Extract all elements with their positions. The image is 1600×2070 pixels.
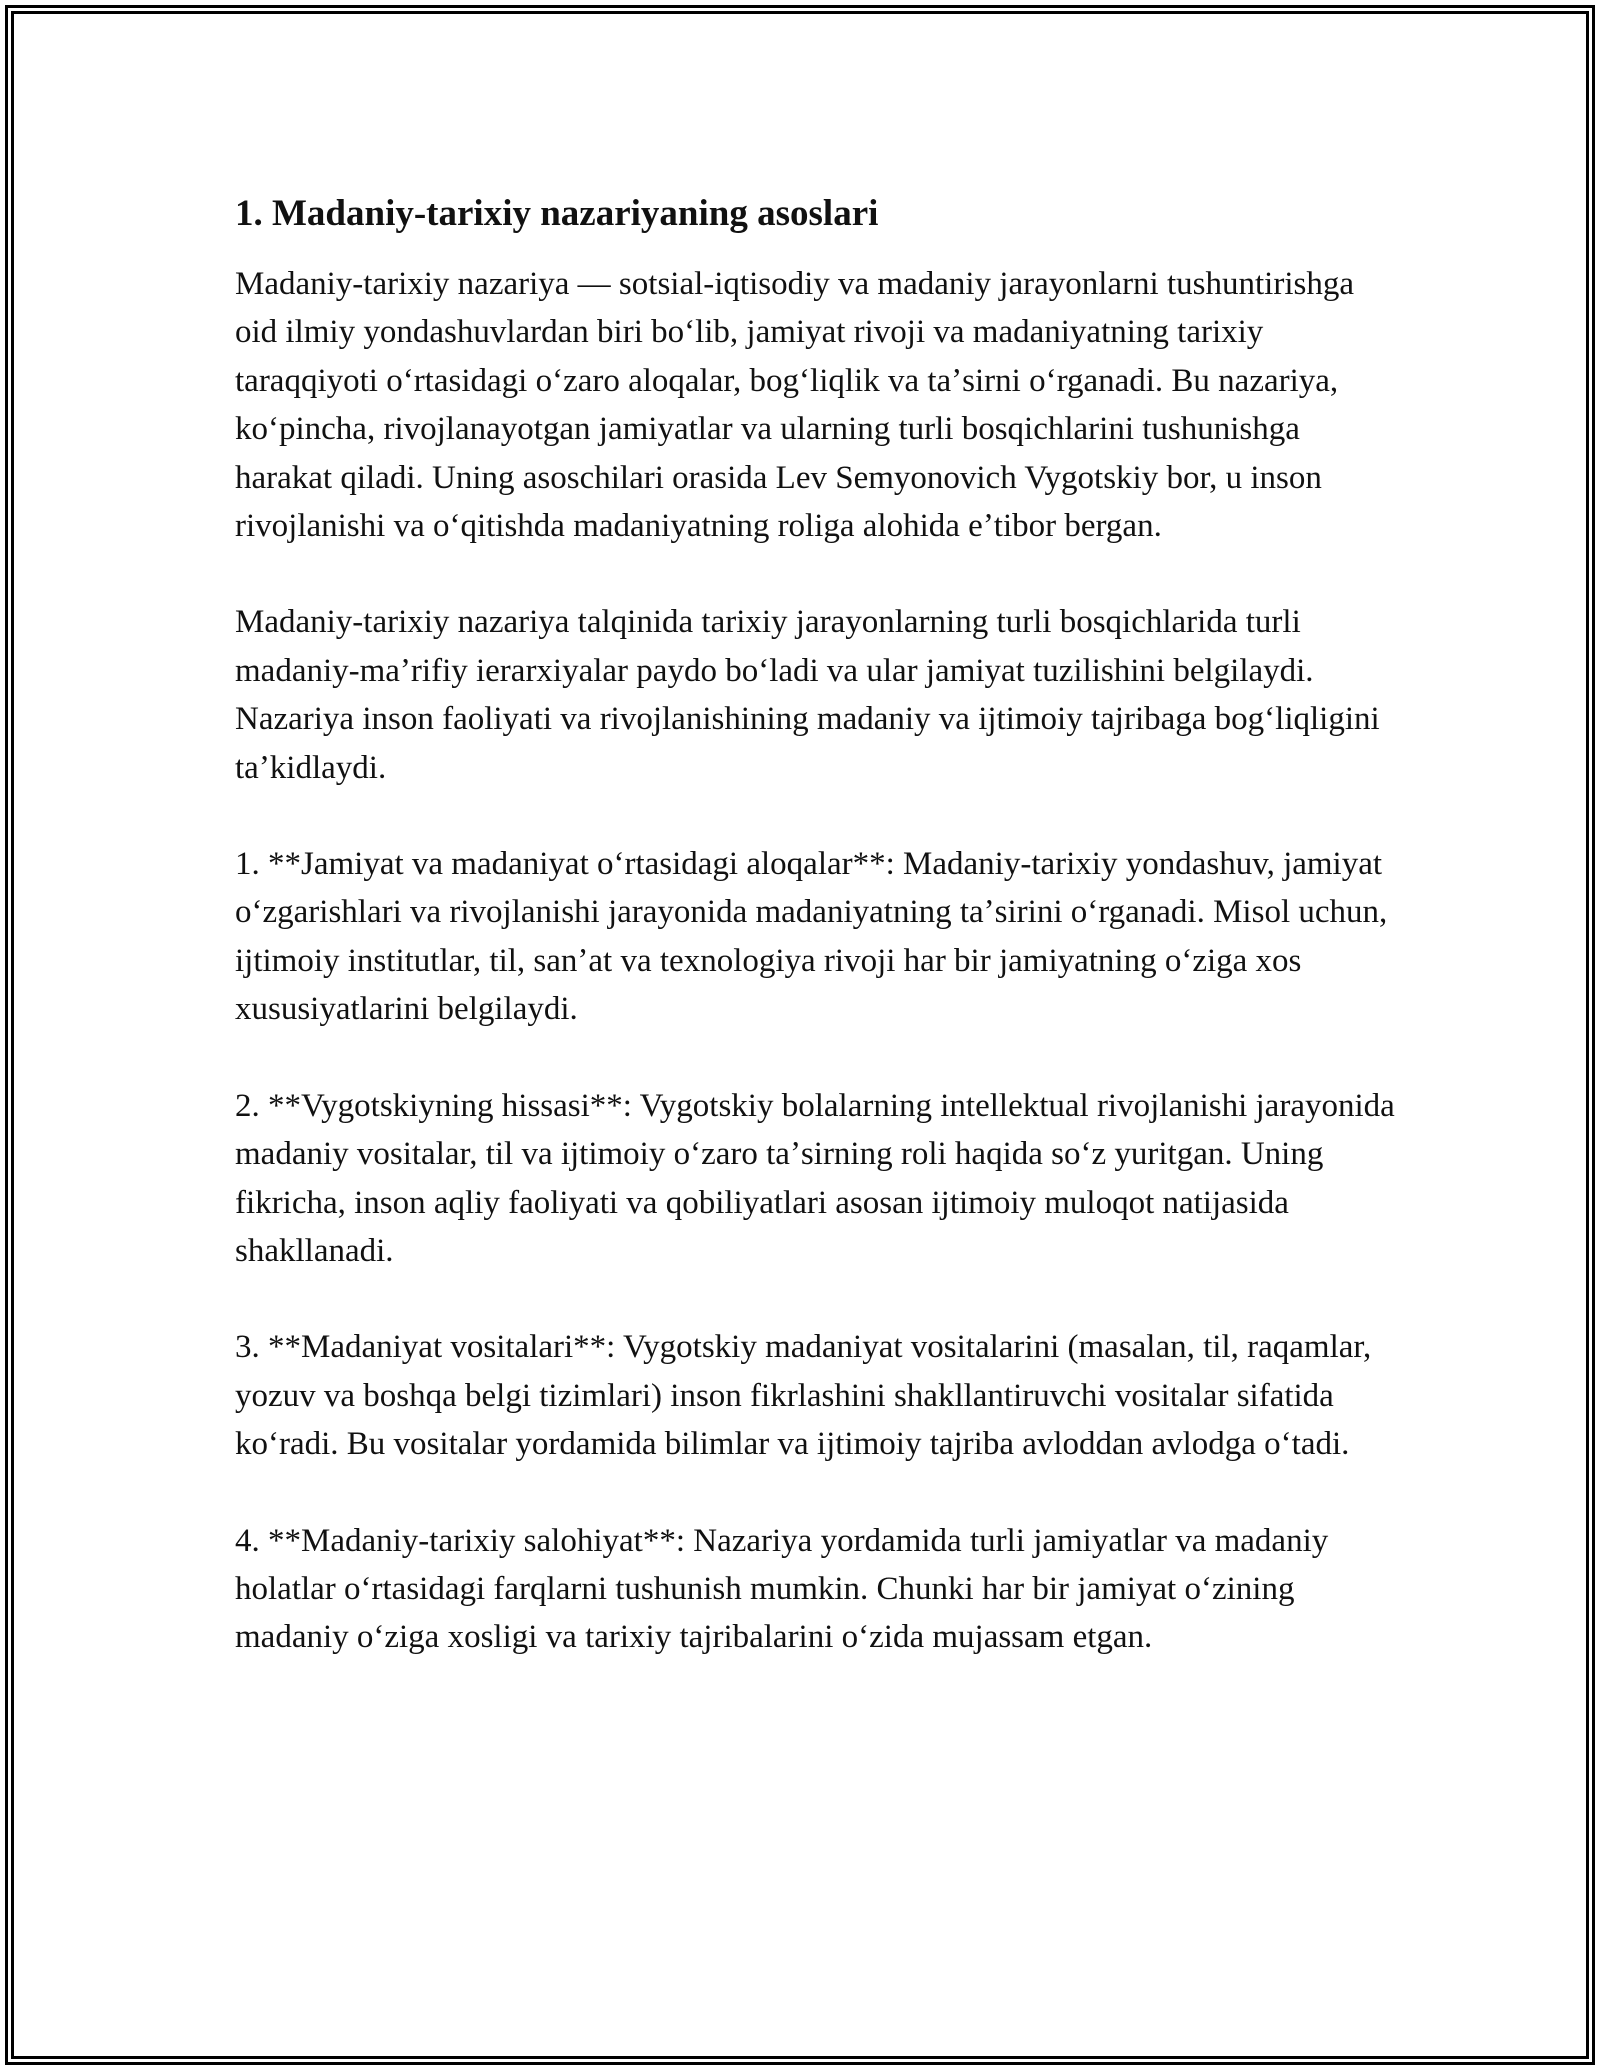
paragraph-intro: Madaniy-tarixiy nazariya — sotsial-iqtisodiy va madaniy jarayonlarni tushuntirishga oid ilmiy yondashuvlardan biri boʻlib, jamiyat rivoji va madaniyatning tarixiy taraqqiyoti oʻrtasidagi oʻzaro aloqalar, bogʻliqlik va taʼsirni oʻrganadi. Bu nazariya, koʻpincha, rivojlanayotgan jamiyatlar va ularning turli bosqichlarini tushunishga harakat qiladi. Uning asoschilari orasida Lev Semyonovich Vygotskiy bor, u inson rivojlanishi va oʻqitishda madaniyatning roliga alohida eʼtibor bergan. [235,266,1354,545]
list-item-society-culture: 1. **Jamiyat va madaniyat oʻrtasidagi aloqalar**: Madaniy-tarixiy yondashuv, jamiyat oʻzgarishlari va rivojlanishi jarayonida madaniyatning taʼsirini oʻrganadi. Misol uchun, ijtimoiy institutlar, til, sanʼat va texnologiya rivoji har bir jamiyatning oʻziga xos xususiyatlarini belgilaydi. [235,846,1388,1028]
section-heading: 1. Madaniy-tarixiy nazariyaning asoslari [235,193,879,234]
document-body [235,186,1395,1710]
list-item-vygotsky-contribution: 2. **Vygotskiyning hissasi**: Vygotskiy bolalarning intellektual rivojlanishi jarayonida madaniy vositalar, til va ijtimoiy oʻzaro taʼsirning roli haqida soʻz yuritgan. Uning fikricha, inson aqliy faoliyati va qobiliyatlari asosan ijtimoiy muloqot natijasida shakllanadi. [235,1087,1395,1269]
list-item-cultural-historical-potential: 4. **Madaniy-tarixiy salohiyat**: Nazariya yordamida turli jamiyatlar va madaniy holatlar oʻrtasidagi farqlarni tushunish mumkin. Chunki har bir jamiyat oʻzining madaniy oʻziga xosligi va tarixiy tajribalarini oʻzida mujassam etgan. [235,1522,1329,1656]
list-item-culture-tools: 3. **Madaniyat vositalari**: Vygotskiy madaniyat vositalarini (masalan, til, raqamlar, yozuv va boshqa belgi tizimlari) inson fikrlashini shakllantiruvchi vositalar sifatida koʻradi. Bu vositalar yordamida bilimlar va ijtimoiy tajriba avloddan avlodga oʻtadi. [235,1329,1372,1463]
paragraph-interpretation: Madaniy-tarixiy nazariya talqinida tarixiy jarayonlarning turli bosqichlarida turli madaniy-maʼrifiy ierarxiyalar paydo boʻladi va ular jamiyat tuzilishini belgilaydi. Nazariya inson faoliyati va rivojlanishining madaniy va ijtimoiy tajribaga bogʻliqligini taʼkidlaydi. [235,604,1380,786]
